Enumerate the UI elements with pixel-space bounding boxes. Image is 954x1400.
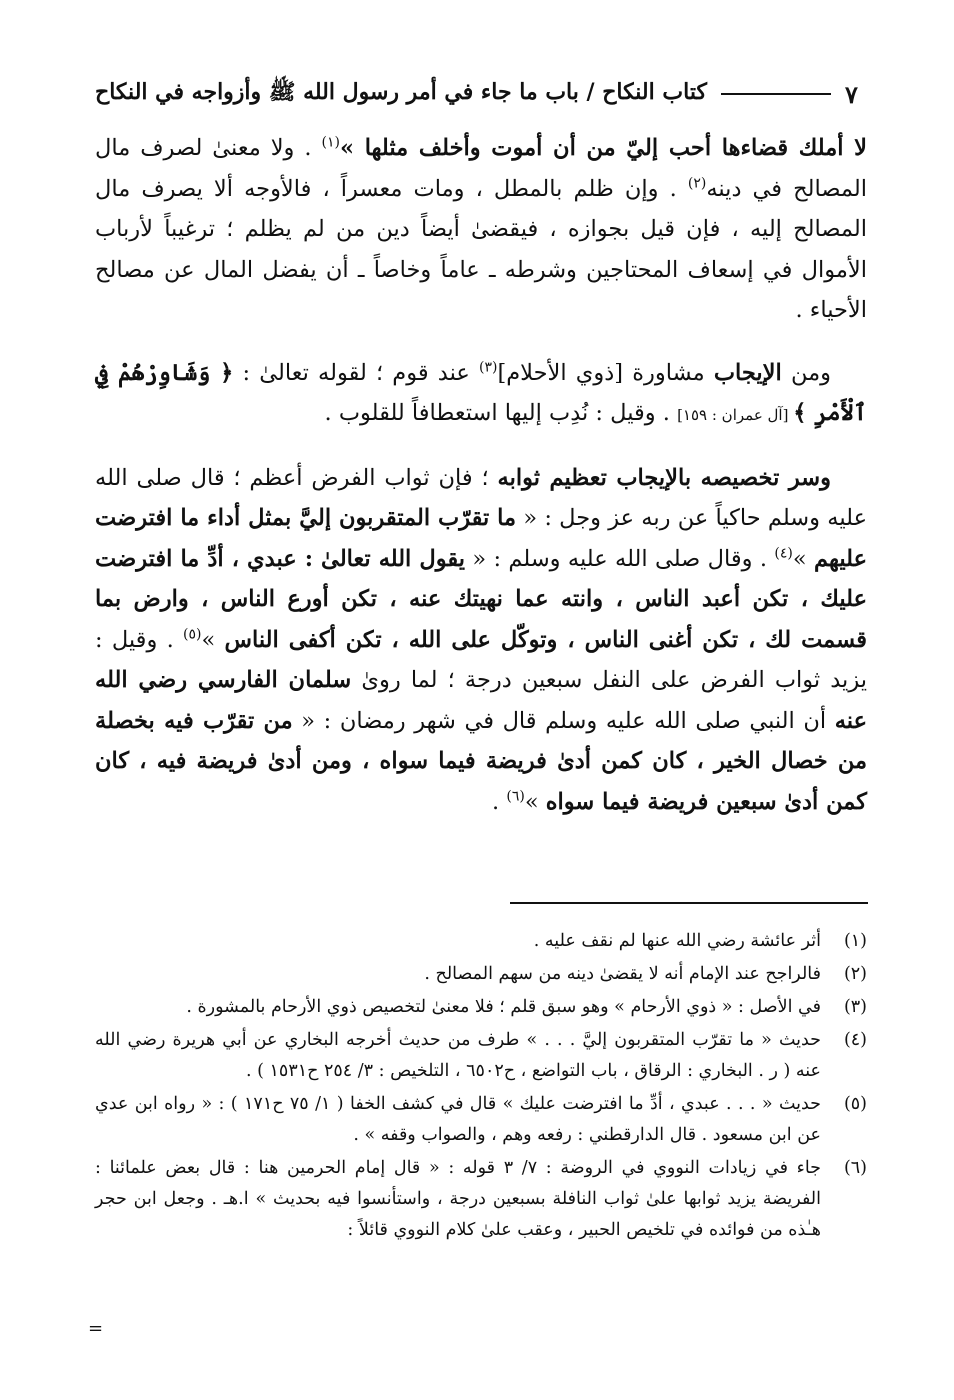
footnote-number: (٢): [843, 964, 867, 984]
footnote-ref: (٤): [774, 545, 793, 561]
text-segment: »: [792, 545, 814, 572]
bold-text: وسر تخصيصه بالإيجاب تعظيم ثوابه: [497, 464, 831, 491]
text-segment: ؛ فإن ثواب الفرض أعظم ؛ قال صلى الله عليه وسلم حاكياً عن ربه عز وجل : «: [95, 464, 867, 531]
text-segment: ومن: [781, 359, 831, 386]
text-segment: .: [492, 788, 507, 815]
footnote-text: في الأصل : « ذوي الأرحام » وهو سبق قلم ؛ فلا معنىٰ لتخصيص ذوي الأرحام بالمشورة .: [186, 997, 821, 1017]
footnote-text: حديث « . . . عبدي ، أدِّ ما افترضت عليك » قال في كشف الخفا ( ١/ ٧٥ ح١٧١ ) : « رواه ابن عدي عن ابن مسعود . قال الدارقطني : رفعه وهم ، والصواب وقفه » .: [95, 1094, 821, 1145]
paragraph: [95, 128, 867, 331]
text-segment: . وقال صلى الله عليه وسلم : «: [464, 545, 775, 572]
text-segment: مشاورة [ذوي الأحلام]: [497, 359, 714, 386]
footnote-item: [95, 1089, 867, 1151]
paragraph: [95, 458, 867, 823]
text-segment: »: [201, 626, 225, 653]
footnote-separator: [510, 902, 868, 904]
footnote-item: [95, 1153, 867, 1246]
bold-text: ما تقرّب المتقربون إليَّ بمثل أداء ما افترضت عليهم: [95, 505, 867, 572]
footnote-ref: (٢): [687, 175, 707, 191]
footnote-ref: (٣): [478, 359, 498, 375]
footnote-number: (٤): [843, 1030, 867, 1050]
header-rule: [721, 93, 831, 95]
text-segment: [آل عمران : ١٥٩]: [677, 406, 794, 424]
footnote-item: [95, 992, 867, 1023]
footnote-item: [95, 1025, 867, 1087]
footnote-number: (٣): [843, 997, 867, 1017]
footnote-number: (١): [843, 931, 867, 951]
text-segment: أن النبي صلى الله عليه وسلم قال في شهر رمضان : «: [292, 707, 835, 734]
text-segment: عند قوم ؛ لقوله تعالىٰ :: [233, 359, 479, 386]
running-title: كتاب النكاح / باب ما جاء في أمر رسول الله ﷺ وأزواجه في النكاح: [95, 79, 707, 105]
page-number: ٧: [844, 79, 858, 109]
footnotes: [95, 926, 867, 1248]
paragraph: [95, 353, 867, 436]
footnote-text: حديث « ما تقرّب المتقربون إليَّ . . . » طرف من حديث أخرجه البخاري عن أبي هريرة رضي الله عنه ( ر . البخاري : الرقاق ، باب التواضع ، ح٦٥٠٢ ، التلخيص : ٣/ ٢٥٤ ح١٥٣١ ) .: [95, 1030, 821, 1081]
text-segment: »: [524, 788, 546, 815]
footnote-text: فالراجح عند الإمام أنه لا يقضىٰ دينه من سهم المصالح .: [424, 964, 821, 984]
bold-text: ﴿ وَشَاوِرْهُمْ فِي ٱلْأَمْرِ ﴾: [95, 359, 867, 426]
bold-text: سلمان الفارسي رضي الله عنه: [95, 667, 868, 734]
footnote-item: [95, 926, 867, 957]
bold-text: من تقرّب فيه بخصلة من خصال الخير ، كان كمن أدىٰ فريضة فيما سواه ، ومن أدىٰ فريضة فيه ، كان كمن أدىٰ سبعين فريضة فيما سواه: [95, 707, 867, 815]
footnote-text: جاء في زيادات النووي في الروضة : ٧/ ٣ قوله : « قال إمام الحرمين هنا : قال بعض علمائنا : الفريضة يزيد ثوابها علىٰ ثواب النافلة بسبعين درجة ، واستأنسوا فيه بحديث » ا.هـ . وجعل ابن حجر هـٰذه من فوائده في تلخيص الحبير ، وعقب علىٰ كلام النووي قائلاً :: [95, 1158, 821, 1240]
page-header: [95, 78, 867, 110]
text-segment: . ولا معنىٰ لصرف مال المصالح في دينه: [95, 135, 867, 202]
footnote-number: (٦): [843, 1158, 867, 1178]
bold-text: يقول الله تعالىٰ : عبدي ، أدِّ ما افترضت عليك ، تكن أعبد الناس ، وانته عما نهيتك عنه ، تكن أورع الناس ، وارض بما قسمت لك ، تكن أغنى الناس ، وتوكّل على الله ، تكن أكفى الناس: [95, 545, 867, 653]
text-segment: . وإن ظلم بالمطل ، ومات معسراً ، فالأوجه ألا يصرف مال المصالح إليه ، فإن قيل بجوازه ، فيقضىٰ أيضاً دين من لم يظلم ؛ ترغيباً لأرباب الأموال في إسعاف المحتاجين وشرطه ـ عاماً وخاصاً ـ أن يفضل المال عن مصالح الأحياء .: [95, 175, 867, 323]
footnote-number: (٥): [843, 1094, 867, 1114]
footer-mark: =: [88, 1318, 104, 1339]
main-text: [95, 128, 867, 844]
footnote-item: [95, 959, 867, 990]
footnote-ref: (٥): [183, 626, 202, 642]
bold-text: الإيجاب: [713, 359, 782, 386]
text-segment: . وقيل : نُدِب إليها استعطافاً للقلوب .: [324, 400, 678, 426]
text-segment: . وقيل : يزيد ثواب الفرض على النفل سبعين درجة ؛ لما روىٰ: [95, 626, 868, 693]
footnote-ref: (٦): [506, 788, 525, 804]
footnote-text: أثر عائشة رضي الله عنها لم نقف عليه .: [533, 931, 821, 951]
bold-text: لا أملك قضاءها أحب إليّ من أن أموت وأخلف مثلها »: [339, 135, 867, 161]
footnote-ref: (١): [321, 134, 340, 151]
